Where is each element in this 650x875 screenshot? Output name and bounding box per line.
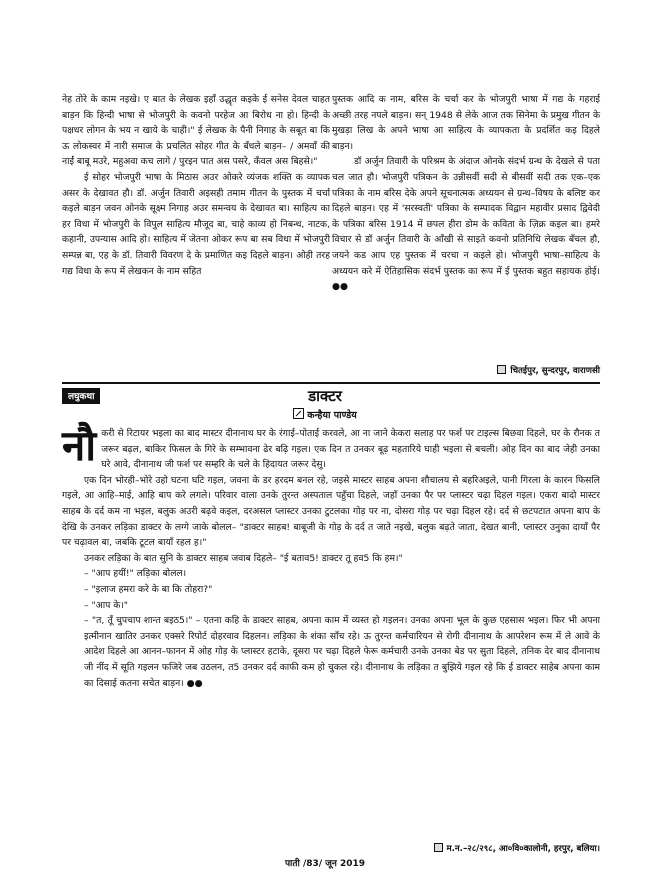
section-divider xyxy=(62,382,600,384)
end-mark: ●● xyxy=(332,281,349,293)
square-bullet-icon xyxy=(434,843,443,852)
section-tag: लघुकथा xyxy=(62,388,100,404)
author-address-top: चितईपुर, सुन्दरपुर, वाराणसी xyxy=(332,364,600,376)
square-bullet-icon xyxy=(497,365,506,374)
paragraph: – "त, तूँ चुपचाप शान्त बइठ5।" – एतना कहि के डाक्टर साहब, अपना काम में व्यस्त हो गइलन। उनका अपना भूल के कुछ एहसास भइल। फिर भी अपना इत्मीनान खातिर उनकर एक्सरे रिपोर्ट दोहरवाव दिहलन। लड़िका के शंका साँच रहे। ऊ तुरन्त कर्मचारियन से रोगी दीनानाथ के आपरेशन रूम में ले आवे के आदेश दिहले आ आनन–फानन में ओह गोड़ के प्लास्टर हटाके, दूसरा पर चढ़ा दिहले फेरू कर्मचारी उनके उनका बेड पर सुता दिहले, तनिक देर बाद दीनानाथ जी नींद में सूति गइलन फजिरे जब उठलन, त5 उनकर दर्द काफी कम हो चुकल रहे। दीनानाथ के लड़िका त बुझिये गइल रहे कि ई डाक्टर साहेब अपना काम का दिसाई कतना सचेत बाड़न। ●● xyxy=(84,615,600,689)
paragraph: नेह तोरे के काम नइखे। ए बात के लेखक इहाँ उद्धृत कइके ई सनेस देवल चाहत बाड़न कि हिन्दी भाषा से भोजपुरी के कवनो परहेज आ बिरोध ना हो। हिन्दी के पक्षधर लोगन के भय न खाये के चाही।" ई लेखक के पैनी निगाह के सबूत बा कि ऊ लोकस्वर में नारी समाज के प्रचलित सोहर गीत के बँधले बाड़न– / अमवाँ की नाईं बाबू मउरे, महुअवा कच लागे / पुरइन पात अस पसरे, कँवल अस बिहसे।" xyxy=(62,94,330,168)
paragraph: डॉ अर्जुन तिवारी के परिश्रम के अंदाज ओनके संदर्भ ग्रन्थ के देखले से पता चल जात हौ। भोजपुरी पत्रिकन के उन्नीसवीं सदी से बीसवीं सदी तक एक–एक पत्रिका के नाम बरिस देके अपने सूचनात्मक अध्ययन से ग्रन्थ–विषय के बलिष्ट कर दिहले बाड़न। एह में 'सरस्वती' पत्रिका के सम्पादक विद्वान महावीर प्रसाद द्विवेदी के पत्रिका बरिस 1914 में छपल हीरा डोम के कविता के ज़िक्र कइल बा। हमरे विचार से डॉ अर्जुन तिवारी के ऑंखी से साइते कवनो प्रतिनिधि लेखक बँचल हौ, जयने कड आप एह पुस्तक में चरचा न कइले हो। भोजपुरी भाषा–साहित्य के अध्ययन करे में ऐतिहासिक संदर्भ पुस्तक का रूप में ई पुस्तक बहुत सहायक होई। ●● xyxy=(332,156,600,293)
paragraph: एक दिन भोरही–भोरे उहो घटना घटि गइल, जवना के डर हरदम बनल रहे, जइसे मास्टर साहब अपना शौचालय से बहरिअइले, पानी गिरला के कारन फिसलि गइले, आ आहि–माई, आहि बाप करे लगले। परिवार वाला उनके तुरन्त अस्पताल पहुँचा दिहले, जहाँ उनका पैर पर प्लास्टर चढ़ा दिहल गइल। एकरा बादो मास्टर साहब के दर्द कम ना भइल, बलुक अउरी बढ़वे कइल, दरअसल प्लास्टर उनका टुटलका गोड़ पर ना, दोसरा गोड़ पर चढ़ा दिहल रहे। दर्द से छटपटात अपना बाप के देखि के उनकर लड़िका डाक्टर के लग्गे जाके बोलल– "डाक्टर साहब! बाबूजी के गोड़ के दर्द त जाते नइखे, बलुक बढ़ते जाता, देखत बानी, प्लास्टर उनुका दायाँ पैर पर चढ़ावल बा, जबकि टूटल बायाँ रहल ह।" xyxy=(62,474,600,549)
page-footer: पाती /83/ जून 2019 xyxy=(284,859,366,869)
story-author: कन्हैया पाण्डेय xyxy=(0,408,650,421)
paragraph: ई सोहर भोजपुरी भाषा के मिठास अउर ओकरे व्यंजक शक्ति क व्यापक असर के देखावत हौ। डॉ. अर्जुन तिवारी अइसही तमाम गीतन के पुस्तक में चर्चा कइले बाड़न जवन ओनके सूक्ष्म निगाह अउर समन्वय के देखावत बा। साहित्य का हर विधा में भोजपुरी के विपुल साहित्य मौजूद बा, चाहे काव्य हो निबन्ध, नाटक, कहानी, उपन्यास आदि हो। साहित्य में जेतना ओकर रूप बा सब विधा में भोजपुरी सम्पन्न बा, एह के डॉ. तिवारी विवरण दे के प्रमाणित कइ दिहले बाड़न। ओही तरह गद्य विधा के रूप में लेखकन के नाम सहित xyxy=(62,171,330,277)
dialogue-line: – "इलाज हमरा करे के बा कि तोहरा?" xyxy=(84,583,213,595)
drop-cap: नौ xyxy=(62,421,97,470)
dialogue-line: – "आप हयीं!" लड़िका बोलल। xyxy=(84,568,187,580)
author-address-bottom: म.न.–२८/२९८, आ०वि०कालोनी, हरपुर, बलिया। xyxy=(62,842,600,854)
paragraph: पुस्तक आदि क नाम, बरिस के चर्चा कर के भोजपुरी भाषा में गद्य के गहराई अच्छी तरह नपले बाड़न। सन् 1948 से लेके आज तक सिनेमा के प्रमुख गीतन के मुखड़ा लिख के अपने भाषा आ साहित्य के व्यापकता के प्रदर्शित कइ दिहले बाड़न। xyxy=(332,94,600,152)
top-left-column xyxy=(62,92,330,279)
end-mark: ●● xyxy=(186,677,203,689)
story-first-paragraph: नौकरी से रिटायर भइला का बाद मास्टर दीनानाथ घर के रंगाई–पोताई करवले, आ ना जाने केकरा सलाह पर फर्श पर टाइल्स बिछवा दिहले, घर के रौनक त जरूर बढ़ल, बाकिर फिसल के गिरे के सम्भावना ढेर बढ़ि गइल। एक दिन त उनकर बूढ़ महतारिये घाही भइला से बचली। ओह दिन का बाद जेही उनका घरे आवे, दीनानाथ जी फर्श पर सम्हरि के चले के हिदायत जरूर देसु। xyxy=(62,421,600,471)
pen-icon xyxy=(293,408,304,419)
paragraph: उनकर लड़िका के बात सुनि के डाक्टर साहब जवाब दिहले– "ई बताव5! डाक्टर तू हव5 कि हम।" xyxy=(84,552,403,564)
story-title: डाक्टर xyxy=(308,387,342,405)
top-right-column xyxy=(332,92,600,295)
dialogue-line: – "आप के।" xyxy=(84,599,129,611)
story-body xyxy=(62,421,600,691)
